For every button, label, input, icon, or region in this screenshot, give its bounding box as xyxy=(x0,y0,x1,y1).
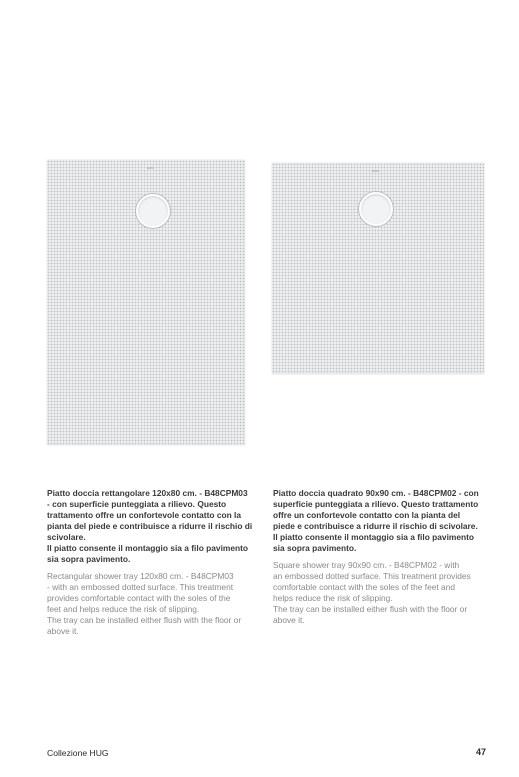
text-line: Il piatto consente il montaggio sia a filo pavimento xyxy=(273,532,475,542)
drain-cover xyxy=(136,194,170,228)
text-line: piede e contribuisce a ridurre il rischio di scivolare. xyxy=(273,521,478,531)
text-line: Piatto doccia rettangolare 120x80 cm. - B48CPM03 xyxy=(47,488,248,498)
text-line: helps reduce the risk of slipping. xyxy=(273,593,393,603)
text-line: - with an embossed dotted surface. This treatment xyxy=(47,582,234,592)
text-line: scivolare. xyxy=(47,532,86,542)
text-line: sia sopra pavimento. xyxy=(273,543,357,553)
text-line: Il piatto consente il montaggio sia a filo pavimento xyxy=(47,543,249,553)
text-line: Piatto doccia quadrato 90x90 cm. - B48CPM02 - con xyxy=(273,488,479,498)
collection-name: Collezione HUG xyxy=(47,748,109,758)
text-line: an embossed dotted surface. This treatment provides xyxy=(273,571,471,581)
text-line: sia sopra pavimento. xyxy=(47,554,131,564)
page-number: 47 xyxy=(475,747,486,757)
text-line: superficie punteggiata a rilievo. Questo trattamento xyxy=(273,499,479,509)
tray-brand-mark: HUG xyxy=(147,166,154,170)
text-line: The tray can be installed either flush with the floor or xyxy=(47,615,242,625)
italian-description xyxy=(47,488,259,565)
text-line: trattamento offre un confortevole contatto con la xyxy=(47,510,242,520)
english-description xyxy=(47,571,259,637)
english-description xyxy=(273,560,489,626)
text-line: Rectangular shower tray 120x80 cm. - B48CPM03 xyxy=(47,571,234,581)
text-line: pianta del piede e contribuisce a ridurre il rischio di xyxy=(47,521,253,531)
text-line: feet and helps reduce the risk of slipping. xyxy=(47,604,200,614)
square-shower-tray-image xyxy=(272,163,484,374)
italian-description xyxy=(273,488,489,554)
text-line: - con superficie punteggiata a rilievo. Questo xyxy=(47,499,227,509)
text-line: above it. xyxy=(47,626,79,636)
text-line: provides comfortable contact with the soles of the xyxy=(47,593,231,603)
text-line: above it. xyxy=(273,615,305,625)
text-line: The tray can be installed either flush with the floor or xyxy=(273,604,468,614)
product-description-square xyxy=(273,488,489,626)
product-description-rectangular xyxy=(47,488,259,637)
drain-cover xyxy=(359,192,393,226)
text-line: Square shower tray 90x90 cm. - B48CPM02 - with xyxy=(273,560,460,570)
text-line: comfortable contact with the soles of the feet and xyxy=(273,582,456,592)
rectangular-shower-tray-image xyxy=(47,160,245,445)
text-line: offre un confortevole contatto con la pianta del xyxy=(273,510,461,520)
tray-brand-mark: HUG xyxy=(372,169,379,173)
